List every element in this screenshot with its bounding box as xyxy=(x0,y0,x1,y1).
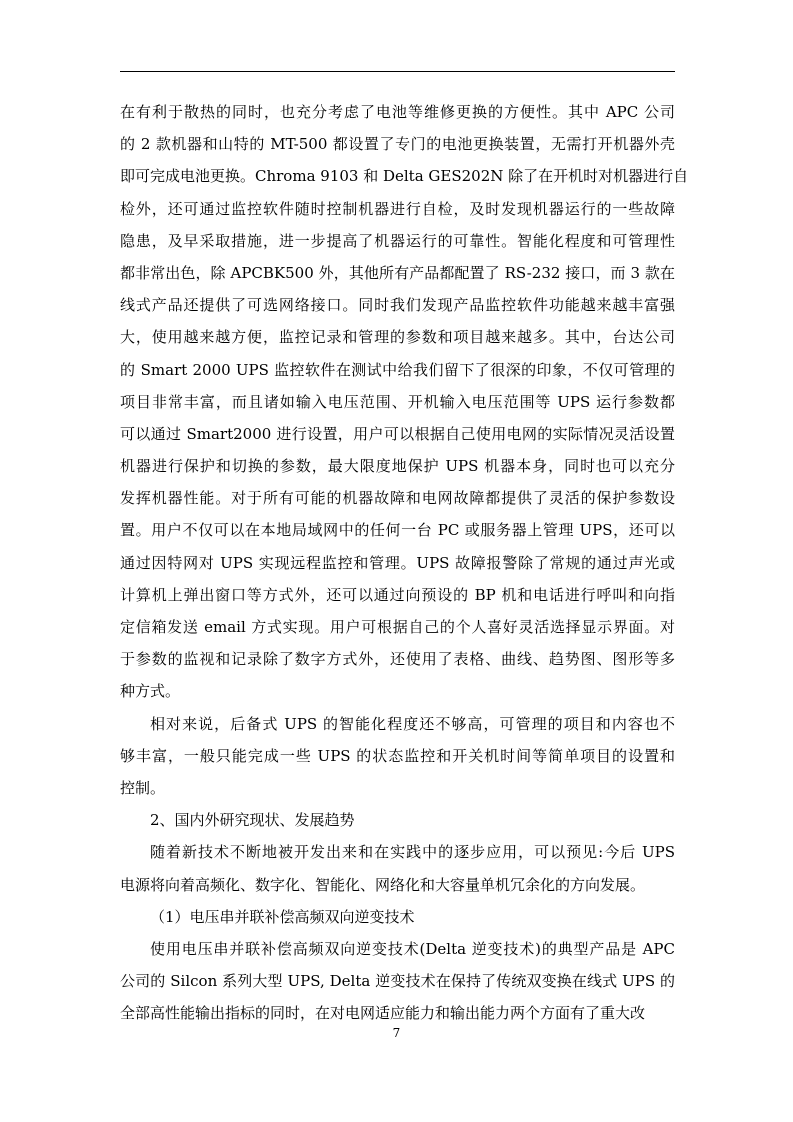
text-line: 公司的 Silcon 系列大型 UPS, Delta 逆变技术在保持了传统双变换在线式 UPS 的 xyxy=(120,972,675,991)
text-line: 项目非常丰富，而且诸如输入电压范围、开机输入电压范围等 UPS 运行参数都 xyxy=(120,392,675,411)
text-line: 控制。 xyxy=(120,778,166,797)
header-rule xyxy=(120,71,675,72)
text-line: 即可完成电池更换。Chroma 9103 和 Delta GES202N 除了在开机时对机器进行自 xyxy=(120,167,689,186)
text-line: 相对来说，后备式 UPS 的智能化程度还不够高，可管理的项目和内容也不 xyxy=(150,714,675,733)
text-line: （1）电压串并联补偿高频双向逆变技术 xyxy=(150,907,415,926)
paragraph xyxy=(120,708,675,805)
text-line: 置。用户不仅可以在本地局域网中的任何一台 PC 或服务器上管理 UPS，还可以 xyxy=(120,521,675,540)
text-line: 定信箱发送 email 方式实现。用户可根据自己的个人喜好灵活选择显示界面。对 xyxy=(120,618,675,636)
text-line: 2、国内外研究现状、发展趋势 xyxy=(150,811,355,830)
paragraph xyxy=(120,96,689,708)
text-line: 的 Smart 2000 UPS 监控软件在测试中给我们留下了很深的印象，不仅可管理的 xyxy=(120,360,675,379)
text-line: 种方式。 xyxy=(120,682,181,701)
text-line: 的 2 款机器和山特的 MT-500 都设置了专门的电池更换装置，无需打开机器外壳 xyxy=(120,135,675,154)
text-line: 全部高性能输出指标的同时，在对电网适应能力和输出能力两个方面有了重大改 xyxy=(120,1004,646,1023)
text-line: 于参数的监视和记录除了数字方式外，还使用了表格、曲线、趋势图、图形等多 xyxy=(120,650,675,669)
text-line: 检外，还可通过监控软件随时控制机器进行自检，及时发现机器运行的一些故障 xyxy=(120,199,675,218)
text-line: 都非常出色，除 APCBK500 外，其他所有产品都配置了 RS-232 接口，而 3 款在 xyxy=(120,263,675,282)
text-line: 大，使用越来越方便，监控记录和管理的参数和项目越来越多。其中，台达公司 xyxy=(120,328,675,347)
page-number: 7 xyxy=(392,1026,401,1040)
text-line: 机器进行保护和切换的参数，最大限度地保护 UPS 机器本身，同时也可以充分 xyxy=(120,457,675,476)
text-line: 通过因特网对 UPS 实现远程监控和管理。UPS 故障报警除了常规的通过声光或 xyxy=(120,553,675,572)
paragraph xyxy=(120,836,675,900)
text-line: 够丰富，一般只能完成一些 UPS 的状态监控和开关机时间等简单项目的设置和 xyxy=(120,746,675,765)
text-line: 计算机上弹出窗口等方式外，还可以通过向预设的 BP 机和电话进行呼叫和向指 xyxy=(120,585,675,604)
text-line: 随着新技术不断地被开发出来和在实践中的逐步应用，可以预见:今后 UPS xyxy=(150,843,675,862)
text-line: 隐患，及早采取措施，进一步提高了机器运行的可靠性。智能化程度和可管理性 xyxy=(120,231,675,250)
text-line: 电源将向着高频化、数字化、智能化、网络化和大容量单机冗余化的方向发展。 xyxy=(120,875,646,894)
document-body xyxy=(120,96,689,1029)
text-line: 使用电压串并联补偿高频双向逆变技术(Delta 逆变技术)的典型产品是 APC xyxy=(150,939,675,958)
paragraph xyxy=(120,901,675,933)
text-line: 在有利于散热的同时，也充分考虑了电池等维修更换的方便性。其中 APC 公司 xyxy=(120,103,675,121)
text-line: 可以通过 Smart2000 进行设置，用户可以根据自己使用电网的实际情况灵活设置 xyxy=(120,424,675,443)
paragraph xyxy=(120,933,675,1030)
text-line: 发挥机器性能。对于所有可能的机器故障和电网故障都提供了灵活的保护参数设 xyxy=(120,489,675,508)
paragraph xyxy=(120,804,675,836)
text-line: 线式产品还提供了可选网络接口。同时我们发现产品监控软件功能越来越丰富强 xyxy=(120,296,675,315)
